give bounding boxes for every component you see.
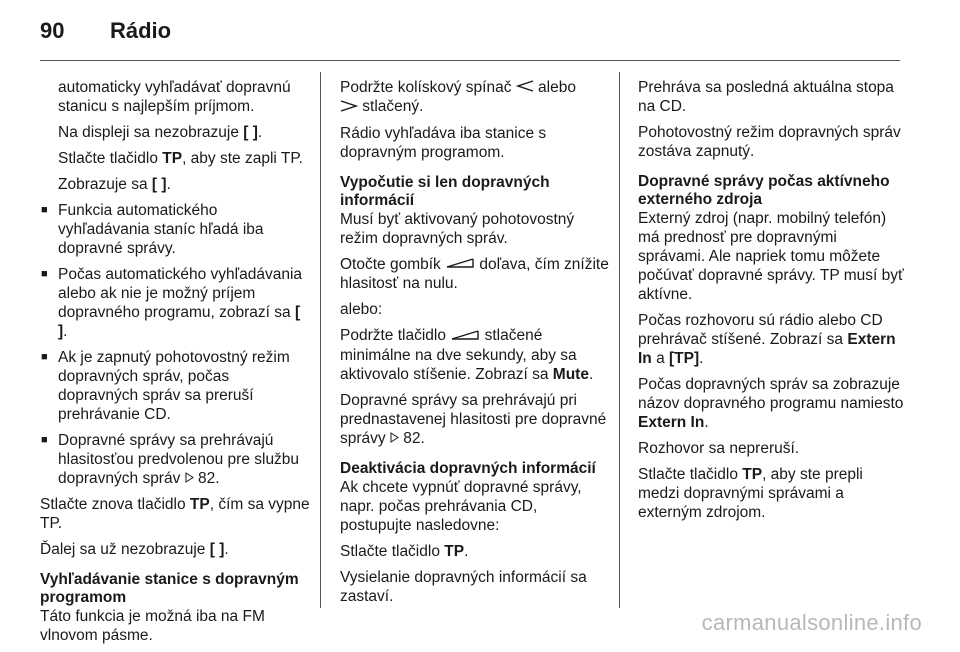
column-1 xyxy=(40,78,310,652)
header-rule xyxy=(40,60,900,61)
section-heading: Deaktivácia dopravných informácií xyxy=(340,460,596,478)
section-heading: Vyhľadávanie stanice s dopravným programom xyxy=(40,571,299,607)
paragraph: Ak chcete vypnúť dopravné správy, napr. počas prehrávania CD, postupujte nasledovne: xyxy=(340,479,582,535)
list-item: ■ Funkcia automatického vyhľadávania staníc hľadá iba dopravné správy. xyxy=(40,201,310,258)
paragraph: Musí byť aktivovaný pohotovostný režim dopravných správ. xyxy=(340,210,575,247)
volume-knob-icon xyxy=(450,327,480,346)
bullet-list xyxy=(40,201,310,488)
column-divider-1 xyxy=(320,72,321,608)
paragraph: Rozhovor sa nepreruší. xyxy=(638,440,800,457)
paragraph: Počas dopravných správ sa zobrazuje názov dopravného programu namiesto Extern In. xyxy=(638,376,904,431)
page-ref-arrow-icon xyxy=(390,429,399,448)
paragraph: alebo: xyxy=(340,301,383,319)
paragraph: Táto funkcia je možná iba na FM vlnovom pásme. xyxy=(40,608,265,645)
section-heading: Vypočutie si len dopravných informácií xyxy=(340,173,550,209)
column-2 xyxy=(340,78,610,613)
paragraph: Rádio vyhľadáva iba stanice s dopravným programom. xyxy=(340,124,547,161)
section-heading: Dopravné správy počas aktívneho externého zdroja xyxy=(638,173,890,208)
paragraph: Zobrazuje sa [ ]. xyxy=(58,176,171,193)
paragraph: Na displeji sa nezobrazuje [ ]. xyxy=(58,124,263,141)
paragraph: Externý zdroj (napr. mobilný telefón) má prednosť pre dopravnými správami. Ale napriek tomu môžete počúvať dopravné správy. TP musí byť aktívne. xyxy=(638,210,904,303)
column-divider-2 xyxy=(619,72,620,608)
paragraph: Podržte kolískový spínač alebo stlačený. xyxy=(340,79,576,116)
paragraph: automaticky vyhľadávať dopravnú stanicu s najlepším príjmom. xyxy=(58,79,291,115)
paragraph: Pohotovostný režim dopravných správ zostáva zapnutý. xyxy=(638,124,901,160)
column-3 xyxy=(638,78,908,529)
paragraph: Stlačte tlačidlo TP, aby ste zapli TP. xyxy=(58,150,303,167)
paragraph: Stlačte tlačidlo TP, aby ste prepli medzi dopravnými správami a externým zdrojom. xyxy=(638,466,863,521)
paragraph: Ďalej sa už nezobrazuje [ ]. xyxy=(40,541,229,559)
page-number: 90 xyxy=(40,18,65,43)
paragraph: Počas rozhovoru sú rádio alebo CD prehrávač stíšené. Zobrazí sa Extern In a [TP]. xyxy=(638,312,896,367)
paragraph: Dopravné správy sa prehrávajú pri prednastavenej hlasitosti pre dopravné správy 82. xyxy=(340,391,607,447)
list-item: ■ Počas automatického vyhľadávania alebo ak nie je možný príjem dopravného programu, zobrazí sa [ ]. xyxy=(40,265,310,341)
seek-left-icon xyxy=(516,78,534,97)
watermark: carmanualsonline.info xyxy=(701,610,922,635)
list-item: ■ Dopravné správy sa prehrávajú hlasitosťou predvolenou pre službu dopravných správ 82. xyxy=(40,431,310,488)
paragraph: Stlačte tlačidlo TP. xyxy=(340,543,469,561)
paragraph: Stlačte znova tlačidlo TP, čím sa vypne TP. xyxy=(40,496,310,533)
page-title: Rádio xyxy=(110,18,172,43)
volume-knob-icon xyxy=(445,255,475,274)
page-ref-arrow-icon xyxy=(185,469,194,488)
list-item: ■ Ak je zapnutý pohotovostný režim dopravných správ, počas dopravných správ sa preruší prehrávanie CD. xyxy=(40,348,310,424)
paragraph: Prehráva sa posledná aktuálna stopa na CD. xyxy=(638,79,894,115)
paragraph: Vysielanie dopravných informácií sa zastaví. xyxy=(340,569,587,606)
paragraph: Otočte gombík doľava, čím znížite hlasitosť na nulu. xyxy=(340,255,609,293)
paragraph: Podržte tlačidlo stlačené minimálne na dve sekundy, aby sa aktivovalo stíšenie. Zobrazí sa Mute. xyxy=(340,327,594,383)
seek-right-icon xyxy=(340,98,358,117)
